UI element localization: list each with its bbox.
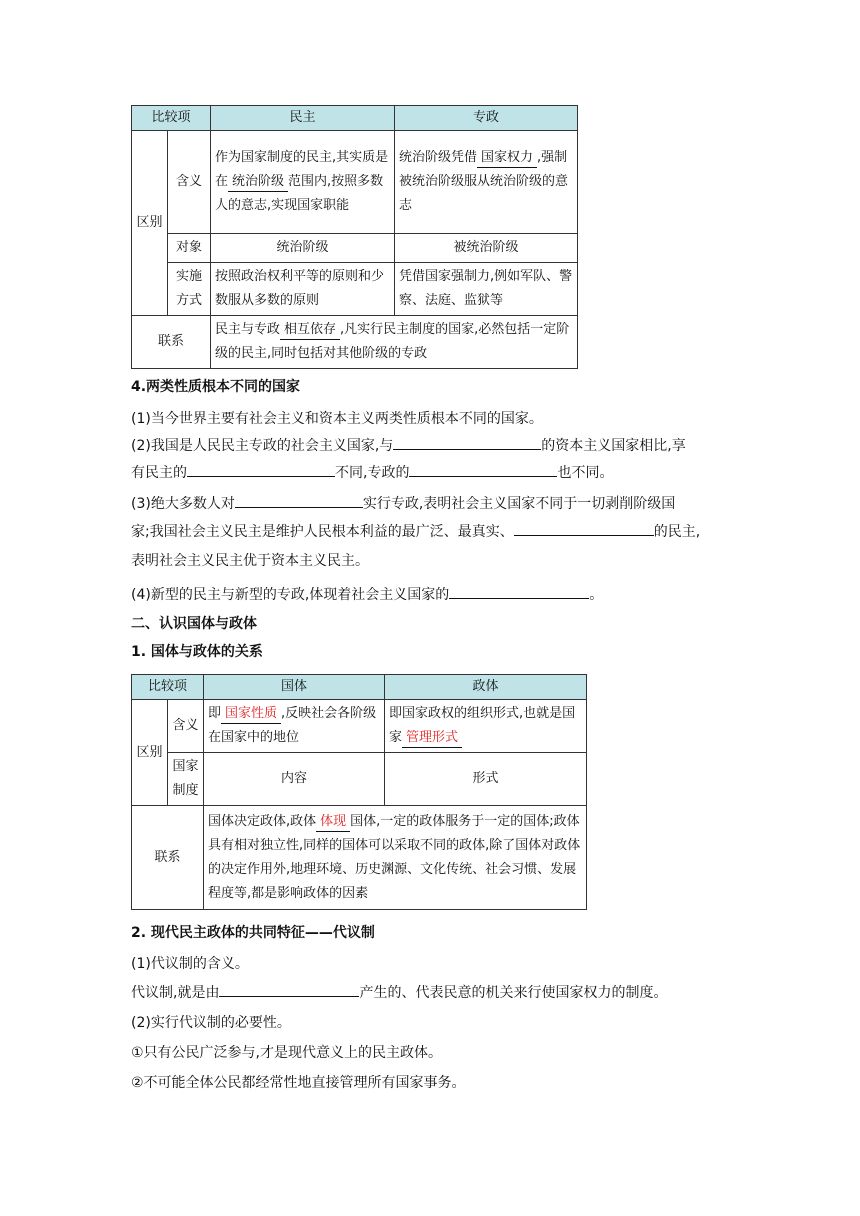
section-title: 4.两类性质根本不同的国家 [131,379,301,395]
filled-blank: 相互依存 [280,321,340,340]
paragraph [131,495,675,513]
text: 的民主, [653,524,701,540]
text: (4)新型的民主与新型的专政,体现着社会主义国家的 [131,587,450,603]
text: 范围内,按照多数人的意志,实现国家职能 [215,174,384,213]
answer-blank [393,448,541,450]
answer-blank [187,475,335,477]
paragraph: ②不可能全体公民都经常性地直接管理所有国家事务。 [131,1075,466,1091]
text: 作为国家制度的民主,其实质是在 [215,150,389,189]
filled-blank: 统治阶级 [228,173,288,192]
header-government-form: 政体 [385,675,587,700]
row-label-meaning: 含义 [168,131,211,234]
section-title: 二、认识国体与政体 [131,616,257,632]
cell-method-democracy: 按照政治权利平等的原则和少数服从多数的原则 [211,263,395,316]
text: 代议制,就是由 [131,985,220,1001]
text: 。 [589,587,604,603]
header-democracy: 民主 [211,106,395,131]
state-system-table [131,674,587,910]
row-label-connection: 联系 [132,806,204,910]
answer-blank [449,597,589,599]
democracy-dictatorship-table [131,105,578,369]
text: 统治阶级凭借 [399,150,478,165]
header-compare: 比较项 [132,106,211,131]
filled-blank: 国家权力 [477,149,537,168]
filled-blank: 国家性质 [221,705,281,724]
text: ,强制被统治阶级服从统治阶级的意志 [399,150,569,213]
text: 国体决定政体,政体 [208,813,317,829]
answer-blank [235,506,363,508]
text: 即 [208,706,222,721]
header-state-nature: 国体 [204,675,385,700]
answer-blank [409,475,557,477]
text: 民主与专政 [215,322,281,337]
answer-blank [514,534,654,536]
cell-meaning-dictatorship [395,131,578,234]
text: 实行专政,表明社会主义国家不同于一切剥削阶级国 [362,496,676,512]
text: 也不同。 [557,465,614,481]
text: (3)绝大多数人对 [131,496,235,512]
paragraph: (1)代议制的含义。 [131,956,249,972]
header-compare: 比较项 [132,675,204,700]
header-dictatorship: 专政 [395,106,578,131]
paragraph: (1)当今世界主要有社会主义和资本主义两类性质根本不同的国家。 [131,411,543,427]
row-label-method: 实施方式 [168,263,211,316]
cell-form: 形式 [385,753,587,806]
text: 的资本主义国家相比,享 [541,438,686,454]
text: 家;我国社会主义民主是维护人民根本利益的最广泛、最真实、 [131,524,514,540]
cell-meaning-democracy [211,131,395,234]
filled-blank: 管理形式 [402,729,462,748]
text: 不同,专政的 [335,465,410,481]
text: 国体,一定的政体服务于一定的国体;政体具有相对独立性,同样的国体可以采取不同的政体,除了国体对政体的决定作用外,地理环境、历史渊源、文化传统、社会习惯、发展程度等,都是影响政体的因素 [208,813,581,901]
cell-object-democracy: 统治阶级 [211,234,395,263]
row-label-state-system: 国家制度 [168,753,204,806]
text: 产生的、代表民意的机关来行使国家权力的制度。 [359,985,668,1001]
paragraph [131,523,700,541]
row-label-meaning: 含义 [168,700,204,753]
paragraph: (2)实行代议制的必要性。 [131,1015,291,1031]
paragraph [131,586,603,604]
text: ,凡实行民主制度的国家,必然包括一定阶级的民主,同时包括对其他阶级的专政 [215,322,570,361]
cell-connection [211,316,578,369]
text: 即国家政权的组织形式,也就是国家 [389,706,576,745]
paragraph [131,437,686,455]
row-label-difference: 区别 [132,700,168,806]
filled-blank: 体现 [316,813,350,832]
row-label-connection: 联系 [132,316,211,369]
row-label-difference: 区别 [132,131,168,316]
subsection-title: 2. 现代民主政体的共同特征——代议制 [131,925,375,941]
answer-blank [219,995,359,997]
cell-method-dictatorship: 凭借国家强制力,例如军队、警察、法庭、监狱等 [395,263,578,316]
cell-meaning-state [204,700,385,753]
text: (2)我国是人民民主专政的社会主义国家,与 [131,438,394,454]
paragraph: 表明社会主义民主优于资本主义民主。 [131,553,369,569]
paragraph: ①只有公民广泛参与,才是现代意义上的民主政体。 [131,1045,442,1061]
row-label-object: 对象 [168,234,211,263]
cell-content: 内容 [204,753,385,806]
text: 有民主的 [131,465,187,481]
paragraph [131,984,667,1002]
cell-connection [204,806,587,910]
text: ,反映社会各阶级在国家中的地位 [208,706,377,745]
cell-object-dictatorship: 被统治阶级 [395,234,578,263]
subsection-title: 1. 国体与政体的关系 [131,644,263,660]
cell-meaning-government [385,700,587,753]
paragraph [131,464,613,482]
